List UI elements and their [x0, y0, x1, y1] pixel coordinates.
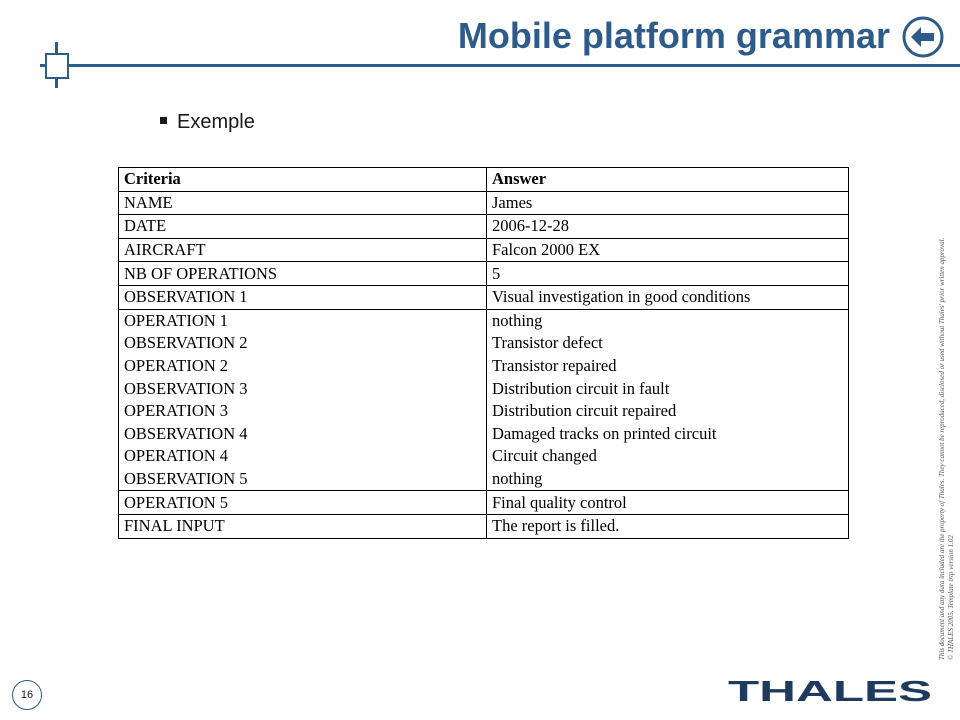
answer-cell: Transistor defect: [487, 332, 849, 355]
thales-logo: [728, 676, 934, 709]
table-row: [119, 285, 849, 309]
table-row: [119, 377, 849, 400]
criteria-cell: AIRCRAFT: [119, 238, 487, 262]
table-row: [119, 191, 849, 215]
corner-crosshair-box: [45, 53, 69, 79]
criteria-cell: OPERATION 2: [119, 355, 487, 378]
answer-cell: James: [487, 191, 849, 215]
title-underline: [40, 64, 960, 67]
criteria-cell: OBSERVATION 5: [119, 468, 487, 491]
criteria-cell: OPERATION 4: [119, 445, 487, 468]
column-header-answer: Answer: [487, 168, 849, 192]
table-row: [119, 468, 849, 491]
criteria-cell: OPERATION 5: [119, 491, 487, 515]
answer-cell: Visual investigation in good conditions: [487, 285, 849, 309]
answer-cell: Damaged tracks on printed circuit: [487, 423, 849, 446]
thales-logo-icon: [728, 676, 934, 704]
answer-cell: Final quality control: [487, 491, 849, 515]
answer-cell: nothing: [487, 468, 849, 491]
table-row: [119, 445, 849, 468]
table-row: [119, 238, 849, 262]
answer-cell: 2006-12-28: [487, 215, 849, 239]
answer-cell: Distribution circuit in fault: [487, 377, 849, 400]
criteria-cell: OPERATION 3: [119, 400, 487, 423]
criteria-cell: NB OF OPERATIONS: [119, 262, 487, 286]
criteria-cell: NAME: [119, 191, 487, 215]
table-row: [119, 355, 849, 378]
answer-cell: Distribution circuit repaired: [487, 400, 849, 423]
bullet-item: [160, 111, 255, 134]
criteria-cell: OPERATION 1: [119, 309, 487, 332]
back-arrow-icon: [900, 14, 946, 60]
page-number: 16: [12, 680, 42, 710]
table-row: [119, 332, 849, 355]
answer-cell: Transistor repaired: [487, 355, 849, 378]
criteria-cell: DATE: [119, 215, 487, 239]
table-row: [119, 262, 849, 286]
answer-cell: Circuit changed: [487, 445, 849, 468]
logo-wordmark: THALES: [728, 676, 932, 704]
confidentiality-line: This document and any data included are the property of Thales. They cannot be reproduced, disclosed or used without Thales' prior written approval.: [938, 237, 946, 660]
answer-cell: nothing: [487, 309, 849, 332]
criteria-cell: OBSERVATION 4: [119, 423, 487, 446]
copyright-line: © THALES 2005. Template trtp version 1.02: [947, 535, 955, 660]
column-header-criteria: Criteria: [119, 168, 487, 192]
table-row: [119, 423, 849, 446]
page-title: Mobile platform grammar: [457, 15, 890, 56]
criteria-cell: OBSERVATION 3: [119, 377, 487, 400]
table-row: [119, 309, 849, 332]
table-header-row: [119, 168, 849, 192]
square-bullet-icon: [160, 117, 167, 124]
answer-cell: The report is filled.: [487, 514, 849, 538]
table-row: [119, 400, 849, 423]
back-button[interactable]: [900, 14, 946, 60]
table-row: [119, 215, 849, 239]
criteria-cell: FINAL INPUT: [119, 514, 487, 538]
bullet-text: Exemple: [177, 111, 255, 133]
table-row: [119, 514, 849, 538]
confidentiality-notice: [938, 238, 956, 660]
criteria-cell: OBSERVATION 1: [119, 285, 487, 309]
answer-cell: 5: [487, 262, 849, 286]
criteria-cell: OBSERVATION 2: [119, 332, 487, 355]
table-row: [119, 491, 849, 515]
answer-cell: Falcon 2000 EX: [487, 238, 849, 262]
criteria-table: [118, 167, 849, 539]
